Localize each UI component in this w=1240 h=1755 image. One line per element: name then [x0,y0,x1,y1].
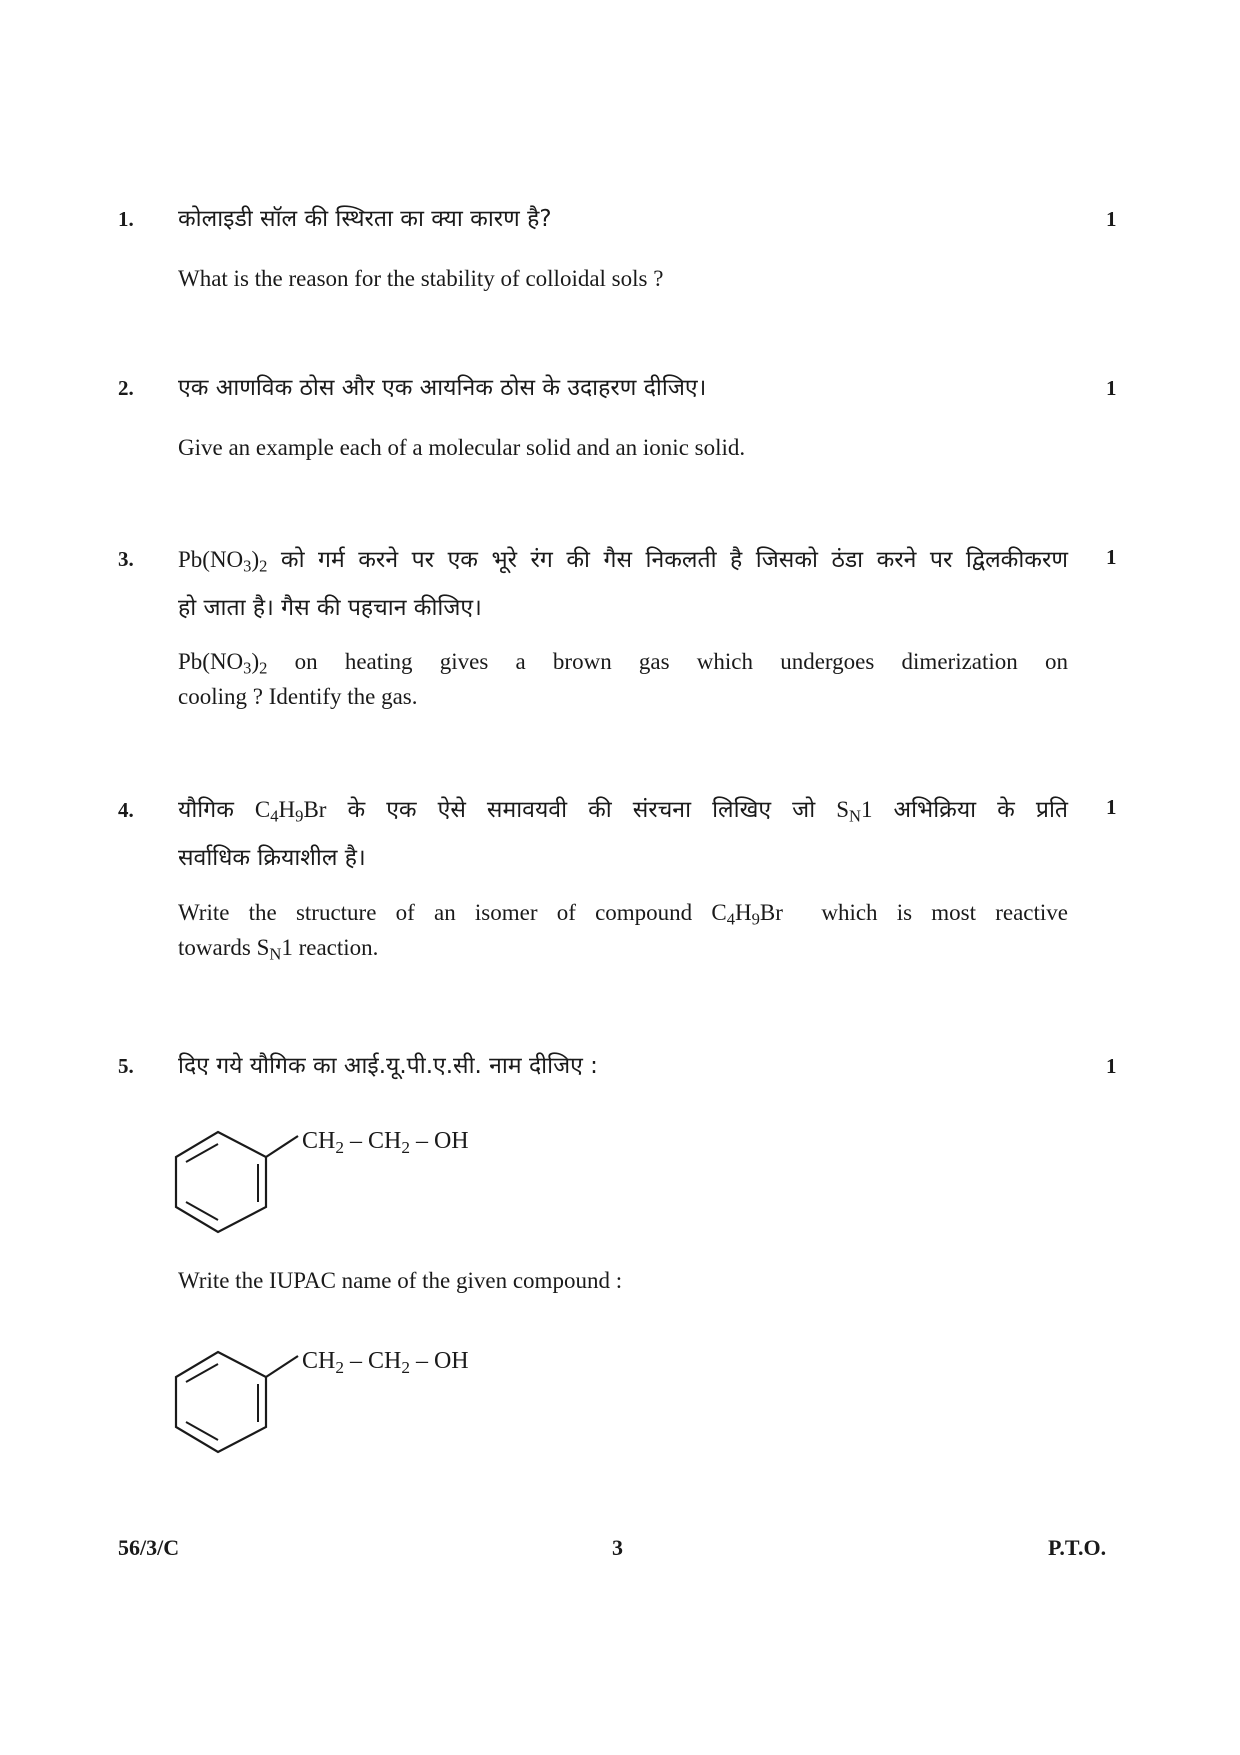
formula-c4h9br: $C_4H_9Br$ [254,797,327,826]
question-4-hindi-line1 [178,786,1068,834]
question-4-hindi-mid: के एक ऐसे समावयवी की संरचना लिखिए जो [347,797,816,823]
question-3-hindi [178,536,1068,632]
benzene-ring-icon [170,1122,310,1242]
question-4-english-line2: towards $S_N1$ reaction. [178,935,379,964]
question-2-number: 2. [118,376,134,400]
question-3-hindi-line1 [178,536,1068,584]
question-4-english-line1: Write the structure of an isomer of compound $C_4H_9Br$ which is most reactive [178,900,1068,929]
question-5-hindi: दिए गये यौगिक का आई.यू.पी.ए.सी. नाम दीजिए : [178,1053,598,1079]
question-3-marks: 1 [1106,545,1117,569]
question-4-hindi-post: अभिक्रिया के प्रति [893,797,1069,823]
phenylethanol-structure-1 [170,1122,510,1242]
question-3-number: 3. [118,547,134,571]
side-chain-label: $CH_2 - CH_2$ – OH [302,1128,469,1157]
question-4-marks: 1 [1106,795,1117,819]
formula-lead-nitrate: $Pb(NO_3)_2$ [178,547,268,576]
question-5-number: 5. [118,1054,134,1078]
page-number: 3 [612,1535,623,1560]
question-3-hindi-line1-text: को गर्म करने पर एक भूरे रंग की गैस निकलती है जिसको ठंडा करने पर द्विलकीकरण [280,547,1069,573]
question-4-english-pre: Write the structure of an isomer of compound [178,900,693,925]
formula-sn1: $S_N1$ [836,797,873,826]
question-4-hindi [178,786,1068,882]
question-2-hindi: एक आणविक ठोस और एक आयनिक ठोस के उदाहरण दीजिए। [178,375,707,401]
side-chain-label: $CH_2 - CH_2$ – OH [302,1348,469,1377]
question-3-english-line2: cooling ? Identify the gas. [178,684,418,709]
question-5-marks: 1 [1106,1054,1117,1078]
question-3-english-line1-text: on heating gives a brown gas which undergoes dimerization on [294,649,1068,674]
question-4-english-line2-post: reaction. [298,935,379,960]
question-5-english: Write the IUPAC name of the given compound : [178,1268,623,1293]
question-4-english [178,895,1068,965]
question-4-english-post: which is most reactive [821,900,1068,925]
question-1-hindi: कोलाइडी सॉल की स्थिरता का क्या कारण है? [178,206,552,232]
question-4-english-line2-pre: towards [178,935,251,960]
question-2-english: Give an example each of a molecular solid and an ionic solid. [178,435,746,460]
paper-code: 56/3/C [118,1535,180,1560]
question-1-marks: 1 [1106,207,1117,231]
question-3-english-line1: $Pb(NO_3)_2$ on heating gives a brown gas which undergoes dimerization on [178,649,1068,678]
question-4-number: 4. [118,798,134,822]
benzene-ring-icon [170,1342,310,1462]
phenylethanol-structure-2 [170,1342,510,1462]
question-1-number: 1. [118,207,134,231]
please-turn-over: P.T.O. [1048,1535,1107,1560]
question-1-english: What is the reason for the stability of colloidal sols ? [178,266,664,291]
question-4-hindi-line2: सर्वाधिक क्रियाशील है। [178,845,366,871]
question-3-english [178,644,1068,714]
question-3-hindi-line2: हो जाता है। गैस की पहचान कीजिए। [178,595,482,621]
question-4-hindi-pre: यौगिक [178,797,234,823]
question-2-marks: 1 [1106,376,1117,400]
